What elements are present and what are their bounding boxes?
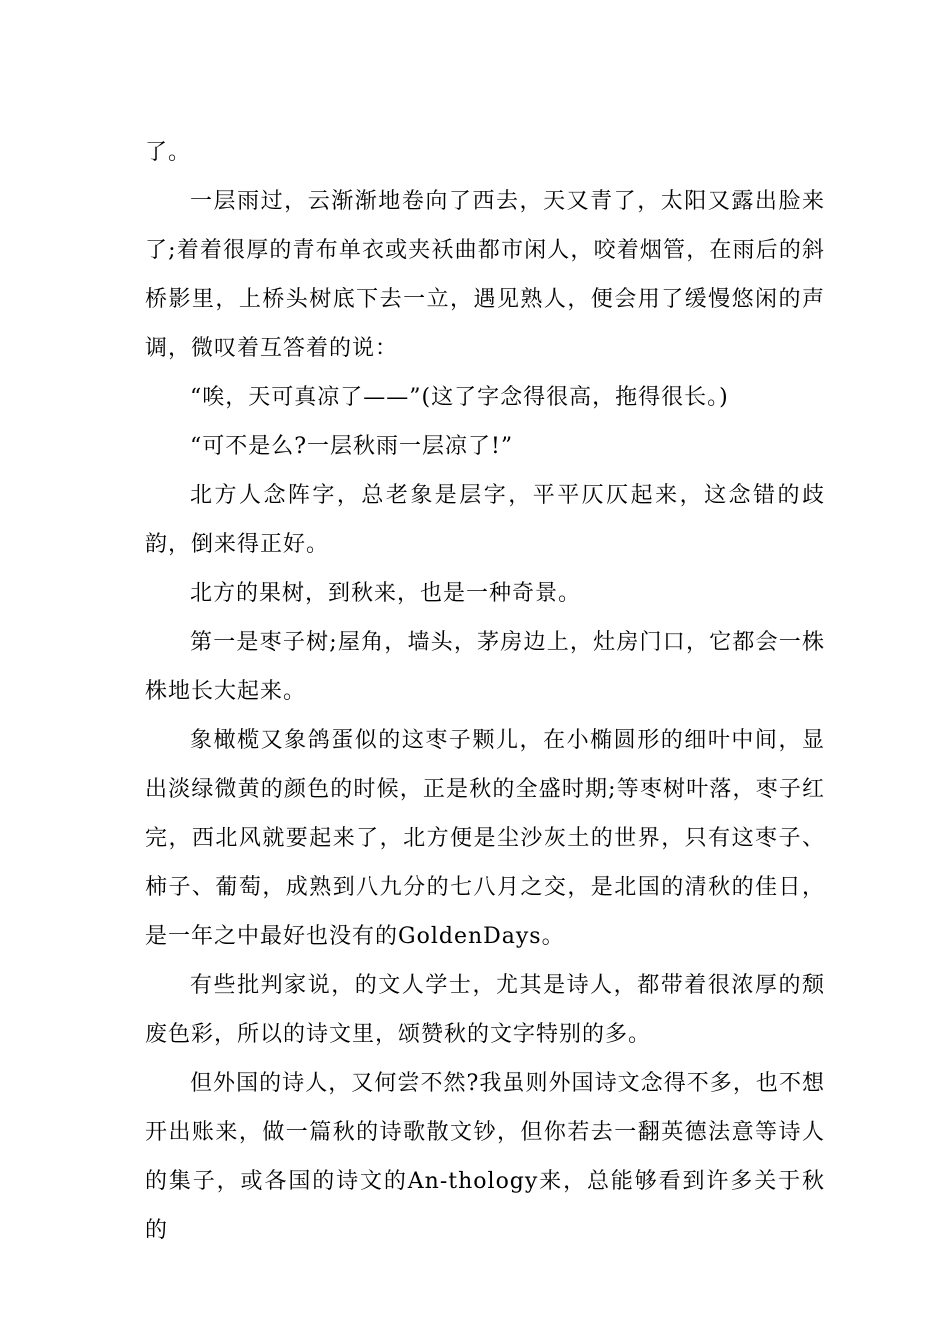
paragraph-dialogue-2: “可不是么?一层秋雨一层凉了!” [190,434,514,459]
paragraph-rain-passes: 一层雨过，云渐渐地卷向了西去，天又青了，太阳又露出脸来了;着着很厚的青布单衣或夹袄曲都市闲人，咬着烟管，在雨后的斜桥影里，上桥头树底下去一立，遇见熟人，便会用了缓慢悠闲的声调，微叹着互答着的说： [145,189,825,361]
document-body [145,128,825,1255]
paragraph-dialogue-1: “唉，天可真凉了——”(这了字念得很高，拖得很长。) [190,385,729,410]
paragraph-fruit-trees: 北方的果树，到秋来，也是一种奇景。 [190,581,582,606]
paragraph-foreign-poets: 但外国的诗人，又何尝不然?我虽则外国诗文念得不多，也不想开出账来，做一篇秋的诗歌散文钞，但你若去一翻英德法意等诗人的集子，或各国的诗文的An-thology来，总能够看到许多关于秋的 [145,1071,825,1243]
paragraph-northern-pronunciation: 北方人念阵字，总老象是层字，平平仄仄起来，这念错的歧韵，倒来得正好。 [145,483,825,557]
paragraph-jujube-trees: 第一是枣子树;屋角，墙头，茅房边上，灶房门口，它都会一株株地长大起来。 [145,630,825,704]
paragraph-continuation: 了。 [145,140,192,165]
paragraph-critics: 有些批判家说，的文人学士，尤其是诗人，都带着很浓厚的颓废色彩，所以的诗文里，颂赞秋的文字特别的多。 [145,973,825,1047]
paragraph-jujube-fruit: 象橄榄又象鸽蛋似的这枣子颗儿，在小椭圆形的细叶中间，显出淡绿微黄的颜色的时候，正是秋的全盛时期;等枣树叶落，枣子红完，西北风就要起来了，北方便是尘沙灰土的世界，只有这枣子、柿子、葡萄，成熟到八九分的七八月之交，是北国的清秋的佳日，是一年之中最好也没有的GoldenDays。 [145,728,825,949]
